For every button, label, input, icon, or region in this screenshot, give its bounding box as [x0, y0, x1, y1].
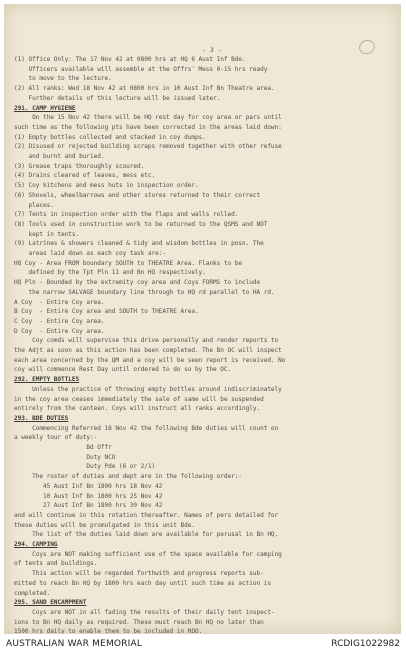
document-line: Coy comds will supervise this drive personally and render reports to	[14, 337, 279, 345]
document-line: Officers available will assemble at the Offrs' Mess 0-15 hrs ready	[14, 65, 268, 73]
document-line: such time as the following pts have been corrected in the areas laid down:	[14, 123, 282, 131]
archive-footer	[0, 637, 406, 653]
document-line: areas laid down as each coy task are:-	[14, 250, 166, 257]
document-line: The list of the duties laid down are available for perusal in Bn HQ.	[14, 531, 279, 539]
document-line: D Coy - Entire Coy area.	[14, 327, 105, 335]
document-line: the narrow SALVAGE boundary line through to HQ rd parallel to HA rd.	[14, 288, 275, 296]
document-line: coy will commence Rest Day until ordered to do so by the OC.	[14, 366, 232, 374]
document-line: Bd Offr	[14, 444, 112, 451]
document-line: On the 15 Nov 42 there will be HQ rest day for coy area or pars until	[14, 114, 282, 122]
document-line: the Adjt as soon as this action has been completed. The Bn OC will inspect	[14, 347, 282, 354]
document-line: (2) Disused or rejected building scraps removed together with other refuse	[14, 143, 282, 151]
document-line: defined by the Tpt Pln 11 and Bn HQ respectively.	[14, 269, 206, 277]
document-line: (2) All ranks: Wed 18 Nov 42 at 0800 hrs in 10 Aust Inf Bn Theatre area.	[14, 85, 275, 93]
document-line: entirely from the canteen. Coys will instruct all ranks accordingly.	[14, 405, 261, 413]
document-line: 292. EMPTY BOTTLES	[14, 376, 80, 384]
document-line: and will continue in this rotation thereafter. Names of pers detailed for	[14, 511, 279, 519]
document-line: a weekly tour of duty:-	[14, 434, 98, 442]
document-line: HQ Pln - Bounded by the extremity coy area and Coys FORMS to include	[14, 279, 261, 287]
document-line: these duties will be promulgated in this unit Bde.	[14, 521, 195, 529]
document-line: (1) Empty bottles collected and stacked in coy dumps.	[14, 133, 206, 141]
document-line: The roster of duties and dept are in the following order:-	[14, 473, 242, 481]
document-line: 293. BDE DUTIES	[14, 414, 69, 422]
document-line: (3) Grease traps thoroughly scoured.	[14, 162, 145, 170]
pencil-mark	[357, 38, 377, 57]
page-number: - 3 -	[202, 46, 222, 54]
document-line: Commencing Referred 18 Nov 42 the following Bde duties will count on	[14, 424, 279, 432]
document-line: Unless the practice of throwing empty bottles around indiscriminately	[14, 385, 282, 393]
document-line: Coys are NOT making sufficient use of the space available for camping	[14, 550, 282, 558]
document-line: kept in tents.	[14, 230, 80, 238]
document-line: places.	[14, 201, 54, 209]
document-line: Coys are NOT in all fading the results of their daily tent inspect-	[14, 608, 275, 616]
document-line: 294. CAMPING	[14, 541, 58, 548]
archive-source: AUSTRALIAN WAR MEMORIAL	[6, 639, 143, 649]
document-line: (4) Drains cleared of leaves, mess etc.	[14, 172, 156, 180]
archive-identifier: RCDIG1022982	[331, 639, 400, 649]
document-line: mitted to reach Bn HQ by 1800 hrs each day until such time as action is	[14, 579, 271, 587]
document-line: Duty NCO	[14, 453, 116, 461]
document-line: (6) Shovels, wheelbarrows and other stores returned to their correct	[14, 191, 261, 199]
document-line: (8) Tools used in construction work to be returned to the QSMS and NOT	[14, 220, 268, 228]
document-line: each area concerned by the QM and a coy will be seen report is received. No	[14, 356, 286, 364]
document-line: (1) Office Only: The 17 Nov 42 at 0800 hrs at HQ 6 Aust Inf Bde.	[14, 56, 246, 63]
document-line: 295. SAND ENCAMPMENT	[14, 599, 87, 607]
document-line: Duty Pde (6 or 2/1)	[14, 463, 156, 471]
document-line: ions to Bn HQ daily as required. These must reach Bn HQ no later than	[14, 618, 264, 626]
document-line: and burnt and buried.	[14, 153, 105, 160]
document-line: (9) Latrines & showers cleaned & tidy and wisdom bottles in posn. The	[14, 240, 264, 248]
document-line: in the coy area ceases immediately the sale of same will be suspended	[14, 395, 264, 403]
document-line: C Coy - Entire Coy area.	[14, 317, 105, 325]
document-line: This action will be regarded forthwith and progress reports sub-	[14, 570, 264, 578]
document-line: (7) Tents in inspection order with the flaps and walls rolled.	[14, 211, 239, 219]
document-line: HQ Coy - Area FROM boundary SOUTH to THEATRE Area. Flanks to be	[14, 259, 242, 267]
document-line: 45 Aust Inf Bn 1800 hrs 18 Nov 42	[14, 482, 163, 490]
document-line: 291. CAMP HYGIENE	[14, 104, 76, 112]
document-line: (5) Coy kitchens and mess huts in inspection order.	[14, 182, 199, 190]
document-line: Further details of this lecture will be issued later.	[14, 94, 221, 102]
document-page	[4, 4, 401, 634]
document-line: completed.	[14, 589, 51, 597]
document-line: 10 Aust Inf Bn 1800 hrs 25 Nov 42	[14, 492, 163, 500]
document-line: 27 Aust Inf Bn 1800 hrs 30 Nov 42	[14, 502, 163, 510]
document-line: of tents and buildings.	[14, 560, 98, 568]
document-line: to move to the lecture.	[14, 75, 112, 83]
document-line: A Coy - Entire Coy area.	[14, 298, 105, 306]
document-line: 1500 hrs daily to enable them to be included in ROO.	[14, 628, 203, 634]
document-line: B Coy - Entire Coy area and SOUTH to THEATRE Area.	[14, 308, 199, 316]
